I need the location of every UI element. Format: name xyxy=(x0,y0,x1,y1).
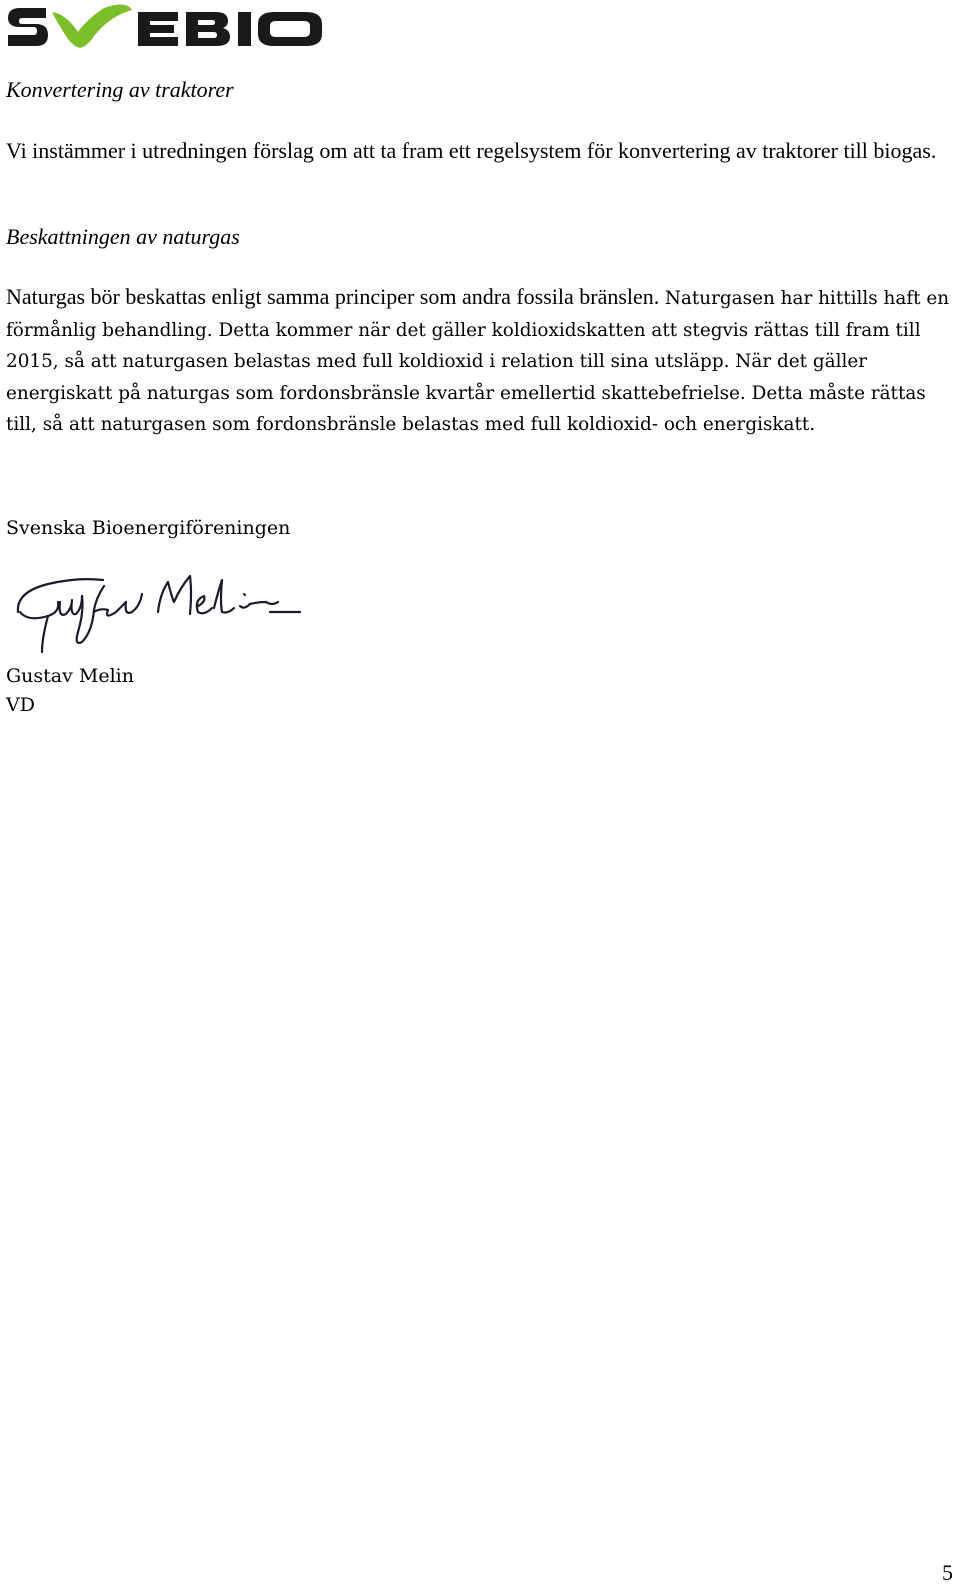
section-body-tractors: Vi instämmer i utredningen förslag om att ta fram ett regelsystem för konvertering av traktorer till biogas. xyxy=(6,138,937,163)
signatory-name: Gustav Melin xyxy=(6,665,134,687)
page-number: 5 xyxy=(942,1560,953,1585)
section-heading-tractors: Konvertering av traktorer xyxy=(6,77,234,102)
handwritten-signature xyxy=(8,572,308,664)
section-heading-natural-gas: Beskattningen av naturgas xyxy=(6,224,240,249)
signatory-title: VD xyxy=(6,694,35,716)
svebio-logo xyxy=(6,2,324,48)
section-body-natural-gas-part1: Naturgas bör beskattas enligt samma principer som andra fossila bränslen. xyxy=(6,284,665,309)
organization-name: Svenska Bioenergiföreningen xyxy=(6,517,291,539)
section-body-natural-gas xyxy=(6,282,951,440)
section-body-natural-gas-part2: Naturgasen har hittills haft en förmånlig behandling. Detta kommer när det gäller koldioxidskatten att stegvis rättas till fram till 2015, så att naturgasen belastas med full koldioxid i relation till sina utsläpp. När det gäller energiskatt på naturgas som fordonsbränsle kvartår emellertid skattebefrielse. Detta måste rättas till, så att naturgasen som fordonsbränsle belastas med full koldioxid- och energiskatt. xyxy=(6,288,950,435)
